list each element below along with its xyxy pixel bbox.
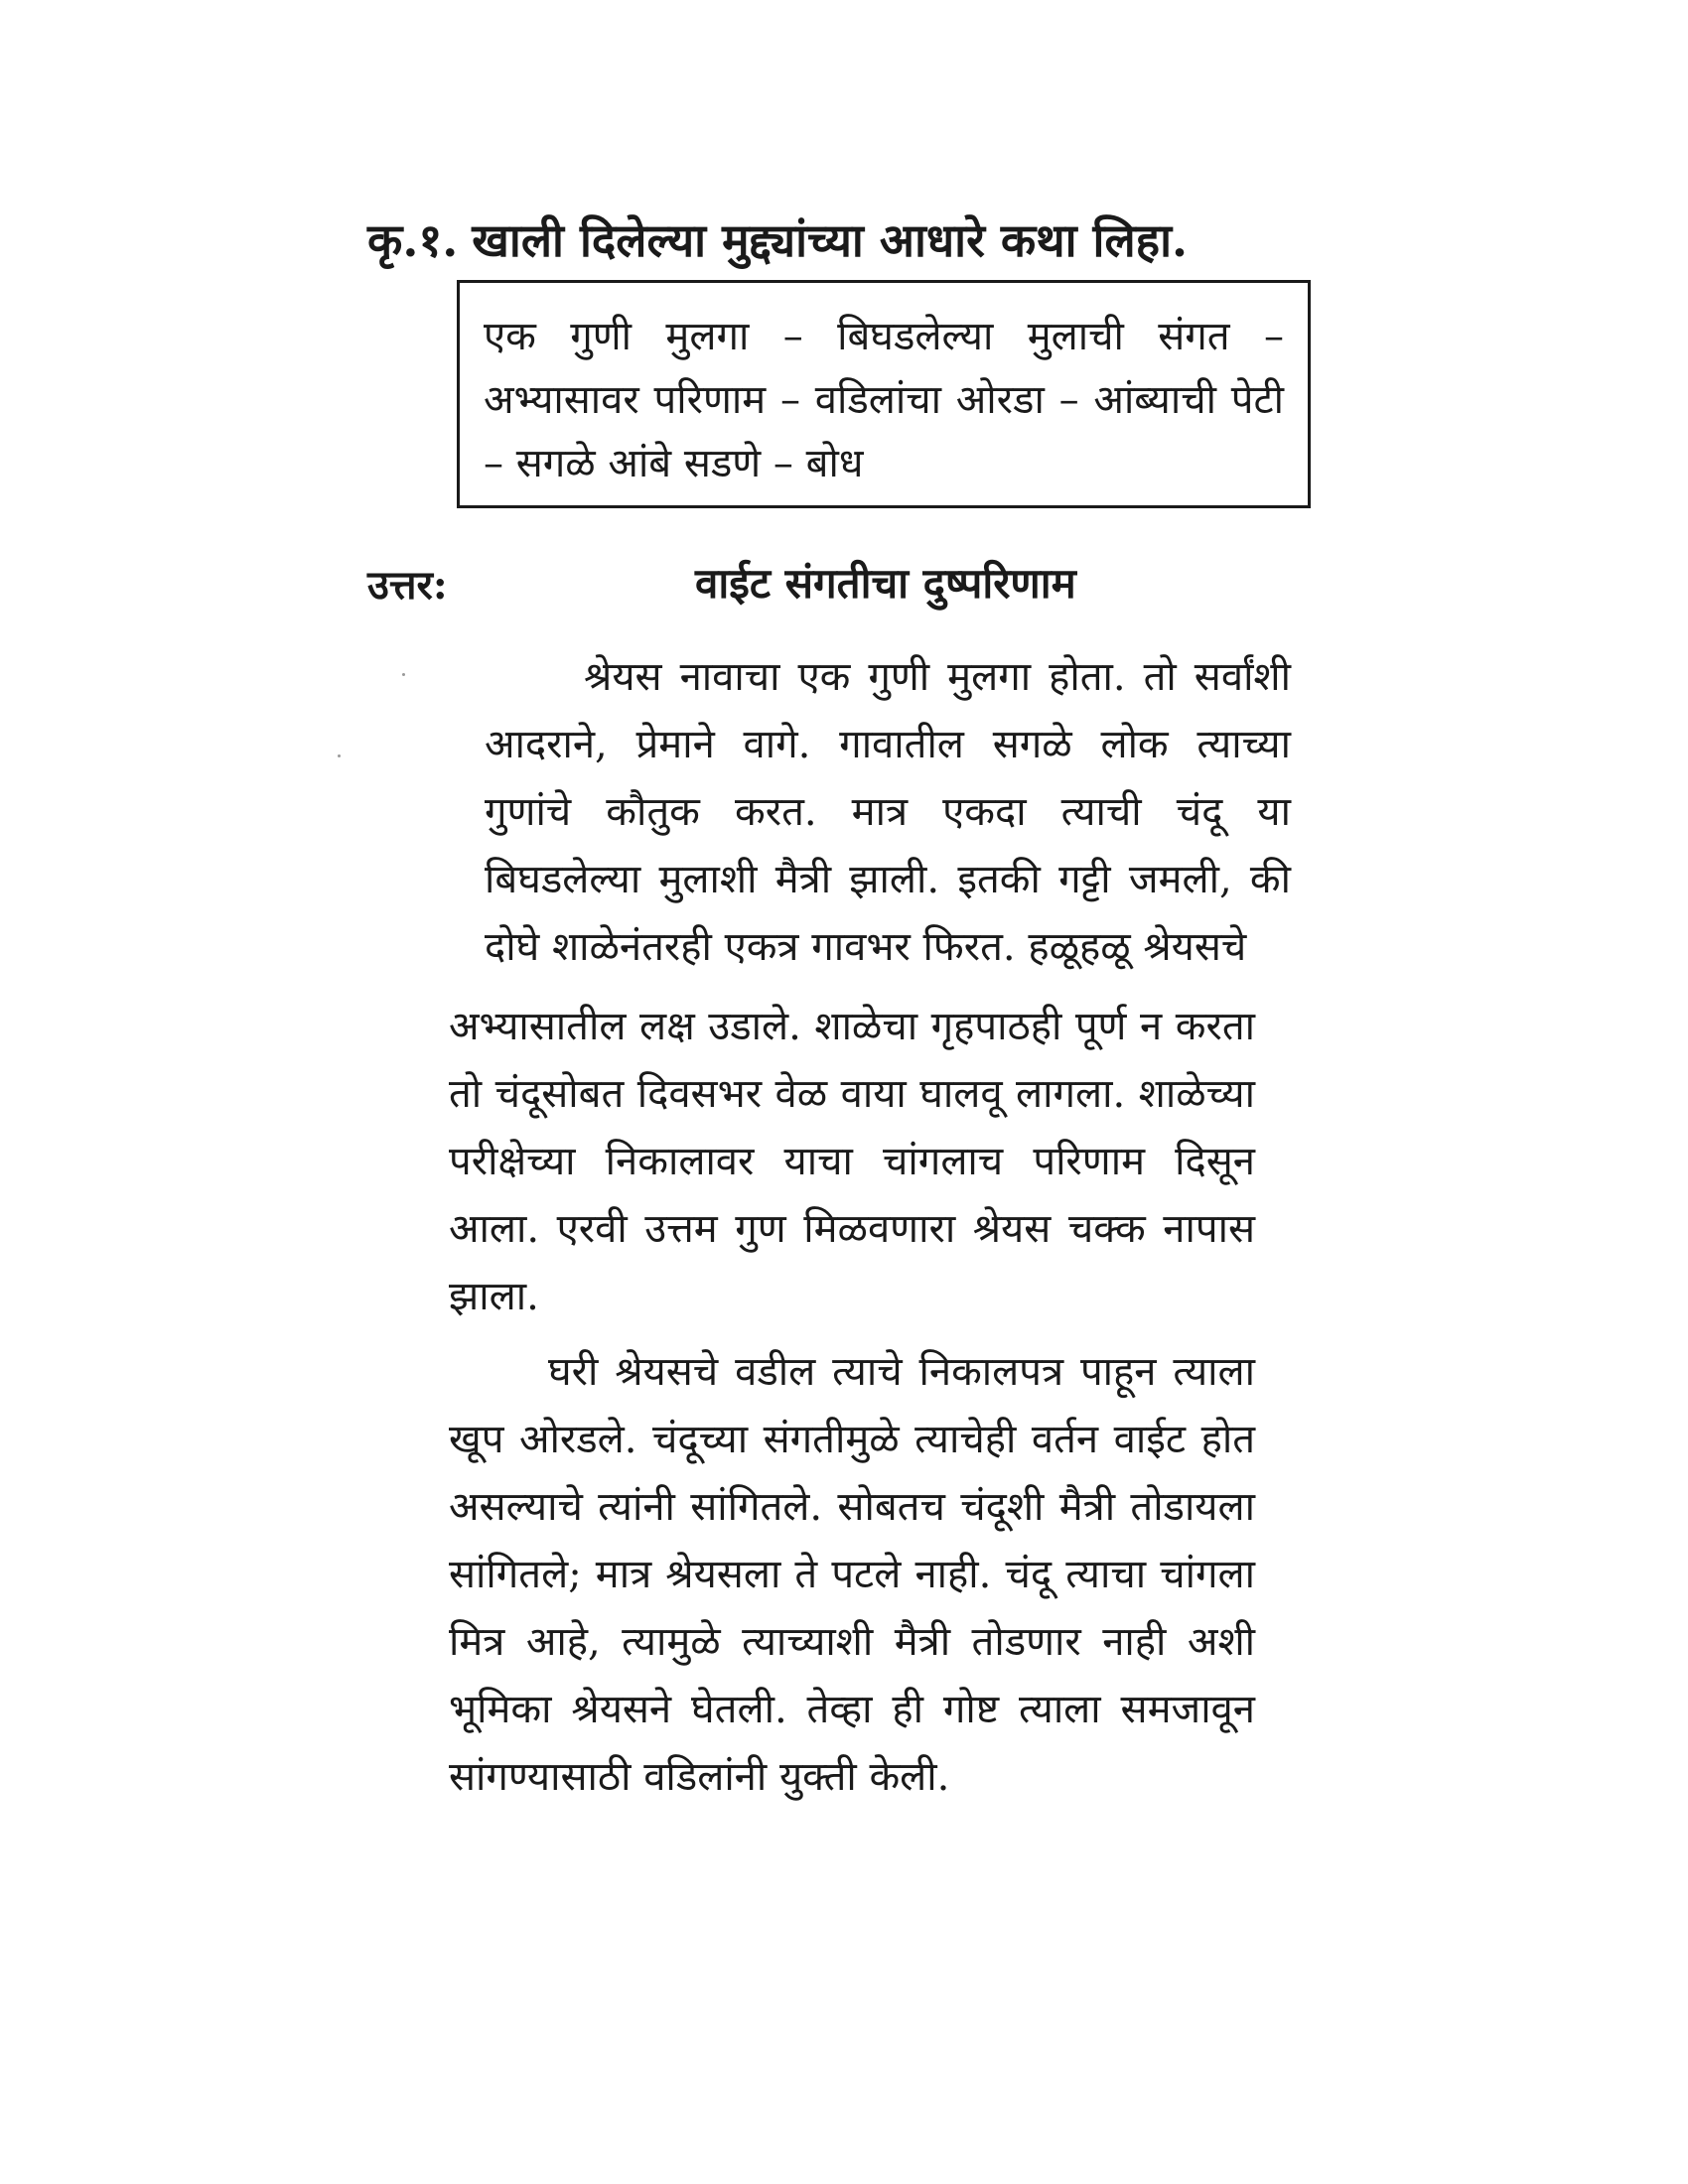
- answer-label: उत्तर:: [367, 562, 448, 609]
- scan-speck: [402, 673, 405, 676]
- question-heading: [367, 210, 1321, 270]
- question-number: कृ.१.: [367, 213, 459, 267]
- scan-speck: [338, 754, 341, 757]
- story-paragraph-1: श्रेयस नावाचा एक गुणी मुलगा होता. तो सर्वांशी आदराने, प्रेमाने वागे. गावातील सगळे लोक त्याच्या गुणांचे कौतुक करत. मात्र एकदा त्याची चंदू या बिघडलेल्या मुलाशी मैत्री झाली. इतकी गट्टी जमली, की दोघे शाळेनंतरही एकत्र गावभर फिरत. हळूहळू श्रेयसचे: [485, 654, 1291, 970]
- question-text: खाली दिलेल्या मुद्द्यांच्या आधारे कथा लिहा.: [472, 213, 1189, 267]
- story-title: वाईट संगतीचा दुष्परिणाम: [695, 559, 1076, 608]
- points-text: एक गुणी मुलगा – बिघडलेल्या मुलाची संगत – अभ्यासावर परिणाम – वडिलांचा ओरडा – आंब्याची पेटी – सगळे आंबे सडणे – बोध: [484, 314, 1284, 486]
- story-paragraph-2: अभ्यासातील लक्ष उडाले. शाळेचा गृहपाठही पूर्ण न करता तो चंदूसोबत दिवसभर वेळ वाया घालवू लागला. शाळेच्या परीक्षेच्या निकालावर याचा चांगलाच परिणाम दिसून आला. एरवी उत्तम गुण मिळवणारा श्रेयस चक्क नापास झाला.: [449, 1004, 1255, 1319]
- story-paragraph-3: घरी श्रेयसचे वडील त्याचे निकालपत्र पाहून त्याला खूप ओरडले. चंदूच्या संगतीमुळे त्याचेही वर्तन वाईट होत असल्याचे त्यांनी सांगितले. सोबतच चंदूशी मैत्री तोडायला सांगितले; मात्र श्रेयसला ते पटले नाही. चंदू त्याचा चांगला मित्र आहे, त्यामुळे त्याच्याशी मैत्री तोडणार नाही अशी भूमिका श्रेयसने घेतली. तेव्हा ही गोष्ट त्याला समजावून सांगण्यासाठी वडिलांनी युक्ती केली.: [449, 1349, 1255, 1800]
- points-box: [457, 280, 1311, 508]
